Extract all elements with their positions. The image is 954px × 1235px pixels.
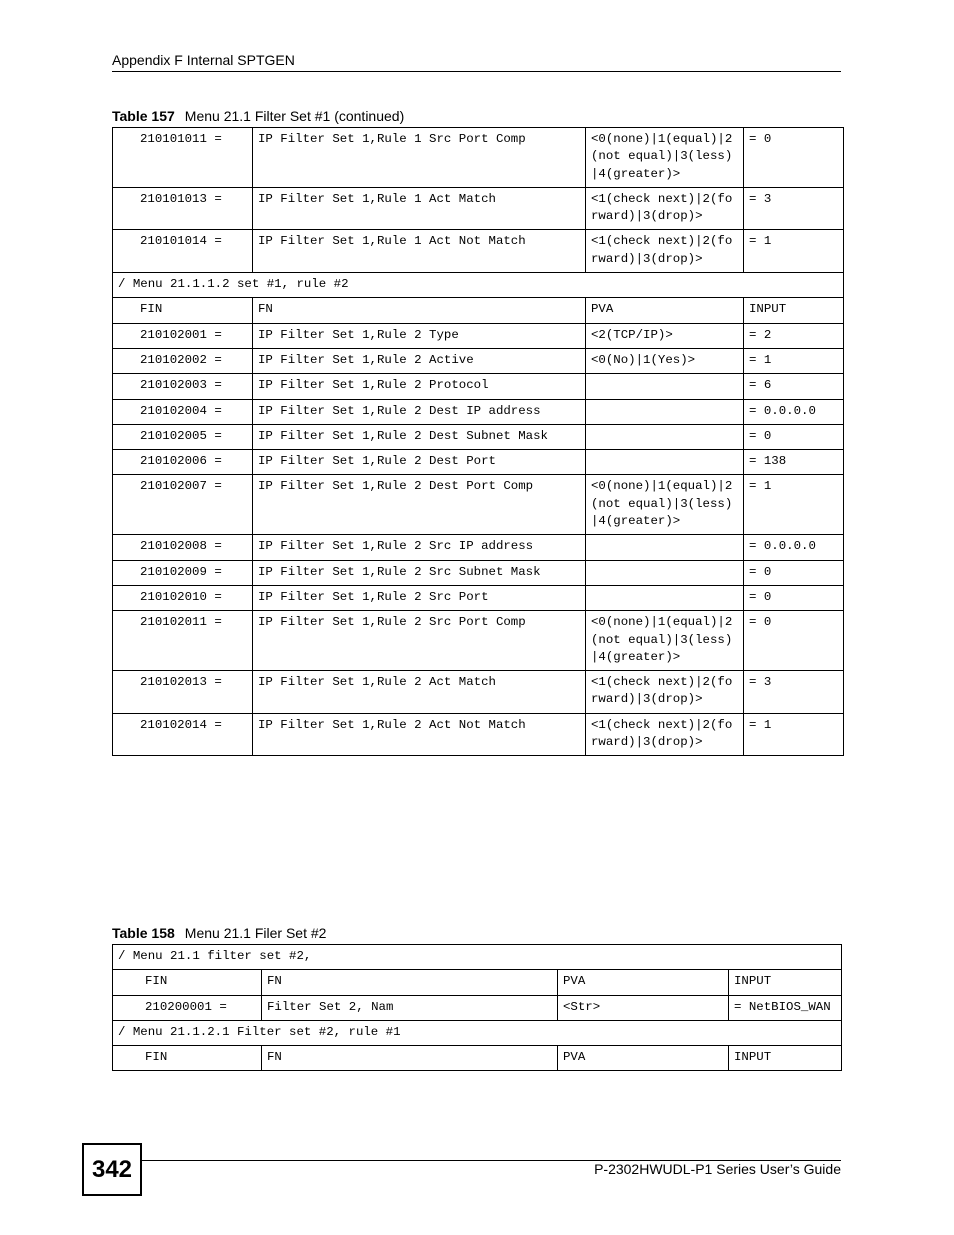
table-158-label: Table 158 bbox=[112, 925, 175, 941]
header-divider bbox=[112, 71, 841, 72]
table-157 bbox=[112, 127, 844, 756]
column-header-pva: PVA bbox=[558, 1046, 729, 1071]
cell-input: = 3 bbox=[744, 671, 844, 714]
table-row bbox=[113, 323, 844, 348]
cell-input: = NetBIOS_WAN bbox=[729, 995, 842, 1020]
cell-fin: 210101014 = bbox=[113, 230, 253, 273]
cell-fin: 210102008 = bbox=[113, 535, 253, 560]
cell-pva: <0(none)|1(equal)|2(not equal)|3(less)|4(greater)> bbox=[586, 475, 744, 535]
column-header-fin: FIN bbox=[113, 298, 253, 323]
cell-fn: IP Filter Set 1,Rule 2 Act Match bbox=[253, 671, 586, 714]
column-header-pva: PVA bbox=[558, 970, 729, 995]
section-label: / Menu 21.1.1.2 set #1, rule #2 bbox=[113, 273, 844, 298]
column-header-input: INPUT bbox=[729, 1046, 842, 1071]
table-row bbox=[113, 995, 842, 1020]
column-header-pva: PVA bbox=[586, 298, 744, 323]
cell-pva bbox=[586, 399, 744, 424]
cell-fin: 210102001 = bbox=[113, 323, 253, 348]
cell-pva: <2(TCP/IP)> bbox=[586, 323, 744, 348]
guide-title: P-2302HWUDL-P1 Series User’s Guide bbox=[594, 1161, 841, 1177]
cell-pva bbox=[586, 535, 744, 560]
column-header-input: INPUT bbox=[729, 970, 842, 995]
cell-pva: <1(check next)|2(forward)|3(drop)> bbox=[586, 671, 744, 714]
cell-fn: IP Filter Set 1,Rule 2 Dest Subnet Mask bbox=[253, 424, 586, 449]
column-header-row bbox=[113, 298, 844, 323]
cell-fin: 210102009 = bbox=[113, 560, 253, 585]
cell-input: = 0 bbox=[744, 611, 844, 671]
column-header-fin: FIN bbox=[113, 970, 262, 995]
cell-pva: <0(none)|1(equal)|2(not equal)|3(less)|4(greater)> bbox=[586, 128, 744, 188]
cell-input: = 1 bbox=[744, 713, 844, 756]
table-157-caption bbox=[112, 108, 404, 124]
cell-input: = 0.0.0.0 bbox=[744, 399, 844, 424]
cell-fn: Filter Set 2, Nam bbox=[262, 995, 558, 1020]
cell-input: = 3 bbox=[744, 187, 844, 230]
cell-fin: 210101013 = bbox=[113, 187, 253, 230]
cell-input: = 0.0.0.0 bbox=[744, 535, 844, 560]
cell-fn: IP Filter Set 1,Rule 2 Act Not Match bbox=[253, 713, 586, 756]
table-row bbox=[113, 128, 844, 188]
column-header-fn: FN bbox=[262, 970, 558, 995]
table-row bbox=[113, 535, 844, 560]
column-header-fn: FN bbox=[253, 298, 586, 323]
cell-fin: 210102006 = bbox=[113, 450, 253, 475]
column-header-input: INPUT bbox=[744, 298, 844, 323]
section-row bbox=[113, 945, 842, 970]
table-158-caption bbox=[112, 925, 326, 941]
table-row bbox=[113, 348, 844, 373]
column-header-row bbox=[113, 970, 842, 995]
cell-fn: IP Filter Set 1,Rule 2 Type bbox=[253, 323, 586, 348]
table-row bbox=[113, 424, 844, 449]
table-158-title: Menu 21.1 Filer Set #2 bbox=[184, 925, 327, 941]
column-header-fn: FN bbox=[262, 1046, 558, 1071]
cell-input: = 1 bbox=[744, 230, 844, 273]
table-row bbox=[113, 671, 844, 714]
cell-pva bbox=[586, 424, 744, 449]
cell-fn: IP Filter Set 1,Rule 2 Dest IP address bbox=[253, 399, 586, 424]
cell-pva bbox=[586, 374, 744, 399]
cell-fn: IP Filter Set 1,Rule 2 Src Subnet Mask bbox=[253, 560, 586, 585]
cell-pva bbox=[586, 585, 744, 610]
cell-pva bbox=[586, 560, 744, 585]
table-row bbox=[113, 713, 844, 756]
cell-input: = 0 bbox=[744, 585, 844, 610]
cell-fin: 210102013 = bbox=[113, 671, 253, 714]
cell-fin: 210102011 = bbox=[113, 611, 253, 671]
table-row bbox=[113, 450, 844, 475]
cell-fin: 210200001 = bbox=[113, 995, 262, 1020]
cell-fn: IP Filter Set 1,Rule 1 Act Match bbox=[253, 187, 586, 230]
cell-fn: IP Filter Set 1,Rule 2 Dest Port Comp bbox=[253, 475, 586, 535]
cell-pva: <Str> bbox=[558, 995, 729, 1020]
cell-input: = 2 bbox=[744, 323, 844, 348]
cell-fin: 210102007 = bbox=[113, 475, 253, 535]
page-number: 342 bbox=[82, 1143, 142, 1196]
cell-pva: <0(No)|1(Yes)> bbox=[586, 348, 744, 373]
table-157-title: Menu 21.1 Filter Set #1 (continued) bbox=[184, 108, 405, 124]
table-row bbox=[113, 187, 844, 230]
cell-input: = 1 bbox=[744, 475, 844, 535]
cell-input: = 0 bbox=[744, 560, 844, 585]
section-label: / Menu 21.1.2.1 Filter set #2, rule #1 bbox=[113, 1020, 842, 1045]
cell-pva: <1(check next)|2(forward)|3(drop)> bbox=[586, 230, 744, 273]
table-158 bbox=[112, 944, 842, 1071]
cell-fin: 210101011 = bbox=[113, 128, 253, 188]
cell-fin: 210102002 = bbox=[113, 348, 253, 373]
column-header-fin: FIN bbox=[113, 1046, 262, 1071]
cell-input: = 1 bbox=[744, 348, 844, 373]
column-header-row bbox=[113, 1046, 842, 1071]
cell-fin: 210102003 = bbox=[113, 374, 253, 399]
section-row bbox=[113, 273, 844, 298]
section-label: / Menu 21.1 filter set #2, bbox=[113, 945, 842, 970]
cell-fn: IP Filter Set 1,Rule 2 Active bbox=[253, 348, 586, 373]
cell-fin: 210102010 = bbox=[113, 585, 253, 610]
cell-fn: IP Filter Set 1,Rule 2 Protocol bbox=[253, 374, 586, 399]
cell-input: = 6 bbox=[744, 374, 844, 399]
cell-input: = 0 bbox=[744, 424, 844, 449]
cell-fn: IP Filter Set 1,Rule 2 Src Port Comp bbox=[253, 611, 586, 671]
table-row bbox=[113, 611, 844, 671]
cell-fn: IP Filter Set 1,Rule 2 Src Port bbox=[253, 585, 586, 610]
table-row bbox=[113, 585, 844, 610]
section-row bbox=[113, 1020, 842, 1045]
cell-fin: 210102004 = bbox=[113, 399, 253, 424]
cell-fin: 210102005 = bbox=[113, 424, 253, 449]
cell-input: = 138 bbox=[744, 450, 844, 475]
table-row bbox=[113, 230, 844, 273]
table-157-label: Table 157 bbox=[112, 108, 175, 124]
cell-fn: IP Filter Set 1,Rule 1 Act Not Match bbox=[253, 230, 586, 273]
cell-fin: 210102014 = bbox=[113, 713, 253, 756]
cell-pva: <1(check next)|2(forward)|3(drop)> bbox=[586, 713, 744, 756]
cell-pva: <1(check next)|2(forward)|3(drop)> bbox=[586, 187, 744, 230]
table-row bbox=[113, 399, 844, 424]
table-row bbox=[113, 374, 844, 399]
running-header: Appendix F Internal SPTGEN bbox=[112, 52, 295, 68]
table-row bbox=[113, 560, 844, 585]
cell-fn: IP Filter Set 1,Rule 2 Src IP address bbox=[253, 535, 586, 560]
cell-fn: IP Filter Set 1,Rule 2 Dest Port bbox=[253, 450, 586, 475]
cell-fn: IP Filter Set 1,Rule 1 Src Port Comp bbox=[253, 128, 586, 188]
cell-input: = 0 bbox=[744, 128, 844, 188]
cell-pva: <0(none)|1(equal)|2(not equal)|3(less)|4(greater)> bbox=[586, 611, 744, 671]
cell-pva bbox=[586, 450, 744, 475]
table-row bbox=[113, 475, 844, 535]
